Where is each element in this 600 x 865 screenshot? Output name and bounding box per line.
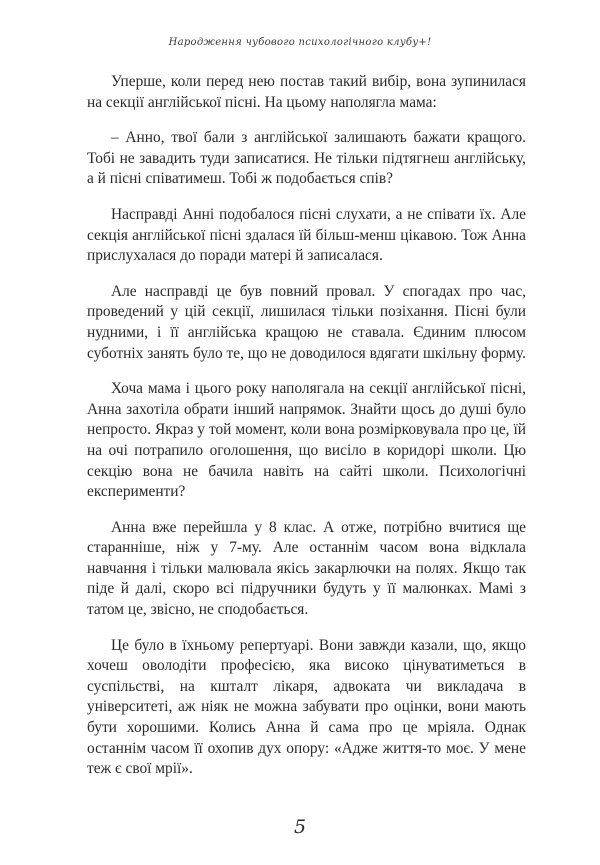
paragraph: Але насправді це був повний провал. У спогадах про час, проведений у цій секції, лишилася тільки позіхання. Пісні були нудними, і її англійська кращою не ставала. Єдиним плюсом суботніх занять було те, що не доводилося вдягати шкільну форму. <box>87 282 526 362</box>
paragraph: Уперше, коли перед нею постав такий вибір, вона зупинилася на секції англійської пісні. На цьому наполягла мама: <box>87 73 526 111</box>
paragraph: Анна вже перейшла у 8 клас. А отже, потрібно вчитися ще старанніше, ніж у 7-му. Але останнім часом вона відклала навчання і тільки малювала якісь закарлючки на полях. Якщо так піде й далі, скоро всі підручники будуть у її малюнках. Мамі з татом це, звісно, не сподобається. <box>87 518 526 619</box>
paragraph: Хоча мама і цього року наполягала на секції англійської пісні, Анна захотіла обрати інший напрямок. Знайти щось до душі було непросто. Якраз у той момент, коли вона розмірковувала про це, їй на очі потрапило оголошення, що висіло в коридорі школи. Цю секцію вона не бачила навіть на сайті школи. Психологічні експерименти? <box>87 380 526 501</box>
page-number: 5 <box>293 816 307 838</box>
body-text <box>87 72 526 795</box>
paragraph: Це було в їхньому репертуарі. Вони завжди казали, що, якщо хочеш оволодіти професією, яка високо цінуватиметься в суспільстві, на кшталт лікаря, адвоката чи викладача в університеті, аж ніяк не можна забувати про оцінки, вони мають бути хорошими. Колись Анна й сама про це мріяла. Однак останнім часом її охопив дух опору: «Адже життя-то моє. У мене теж є свої мрії». <box>87 636 526 778</box>
paragraph: Насправді Анні подобалося пісні слухати, а не співати їх. Але секція англійської пісні здалася їй більш-менш цікавою. Тож Анна прислухалася до поради матері й записалася. <box>87 205 526 265</box>
paragraph: – Анно, твої бали з англійської залишають бажати кращого. Тобі не завадить туди записатися. Не тільки підтягнеш англійську, а й пісні співатимеш. Тобі ж подобається спів? <box>87 129 526 188</box>
running-header: Народження чубового психологічного клубу+! <box>168 37 432 48</box>
